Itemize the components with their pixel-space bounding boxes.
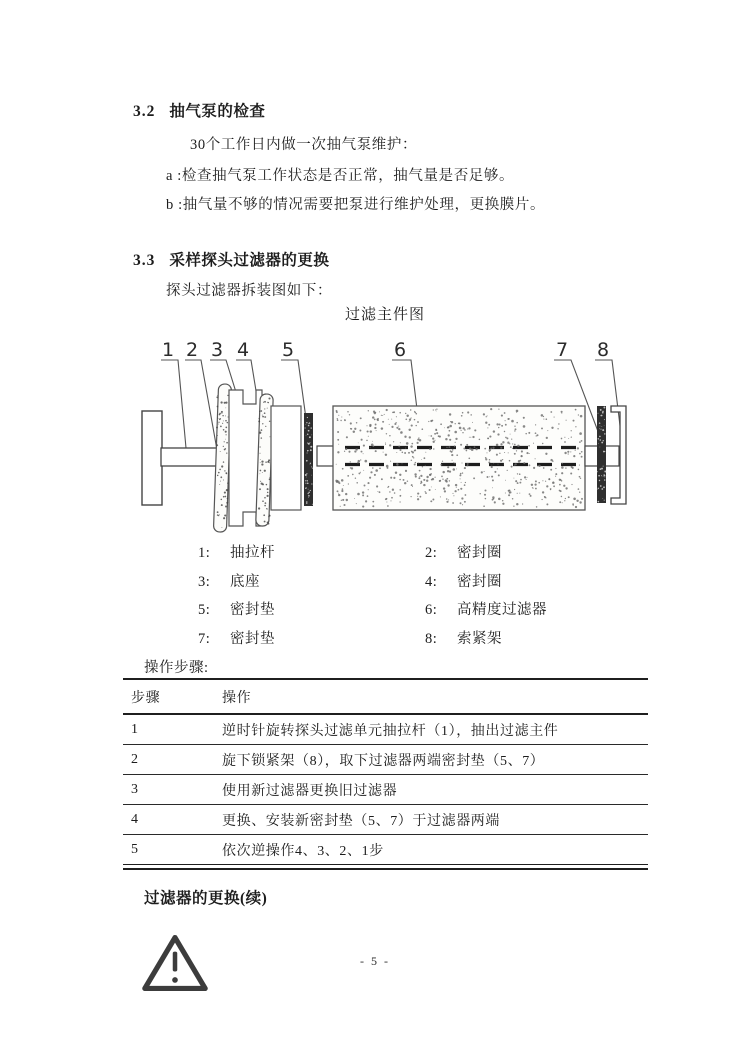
- part-no: 5:: [198, 602, 211, 618]
- section-3-3-heading: [133, 248, 329, 270]
- callout-2: 2: [185, 339, 199, 361]
- step-number: 1: [131, 721, 139, 737]
- pump-item-a: a :检查抽气泵工作状态是否正常，抽气量是否足够。: [166, 168, 515, 184]
- callout-6: 6: [393, 339, 407, 361]
- high-precision-filter-6: [333, 406, 585, 510]
- col-header-operation: 操作: [222, 690, 252, 706]
- step-operation: 旋下锁紧架（8），取下过滤器两端密封垫（5、7）: [222, 753, 545, 769]
- part-no: 6:: [425, 602, 438, 618]
- callout-8: 8: [596, 339, 610, 361]
- part-no: 2:: [425, 545, 438, 561]
- diagram-title-wrap: [130, 303, 640, 324]
- step-number: 3: [131, 781, 139, 797]
- table-row: [123, 804, 648, 834]
- pump-item-b: b :抽气量不够的情况需要把泵进行维护处理，更换膜片。: [166, 197, 546, 213]
- callout-5: 5: [281, 339, 295, 361]
- step-operation: 依次逆操作4、3、2、1步: [222, 843, 384, 859]
- part-no: 8:: [425, 630, 438, 647]
- base-cylinder: [271, 406, 301, 510]
- part-entry-6: [425, 598, 665, 627]
- step-operation: 更换、安装新密封垫（5、7）于过滤器两端: [222, 813, 500, 829]
- section-title: 采样探头过滤器的更换: [169, 252, 330, 269]
- part-name: 高精度过滤器: [457, 602, 547, 618]
- part-no: 4:: [425, 573, 438, 590]
- callout-numbers: [162, 339, 609, 361]
- part-entry-8: [425, 627, 665, 656]
- part-entry-2: [425, 541, 665, 570]
- col-header-step: 步骤: [131, 690, 161, 706]
- pump-intro: 30个工作日内做一次抽气泵维护：: [190, 137, 418, 153]
- part-name: 索紧架: [457, 630, 502, 647]
- callout-3: 3: [210, 339, 224, 361]
- part-name: 密封垫: [230, 602, 275, 618]
- table-row: [123, 715, 648, 744]
- part-no: 7:: [198, 630, 211, 647]
- part-entry-5: [198, 598, 425, 627]
- callout-1: 1: [161, 339, 175, 361]
- part-name: 密封圈: [457, 573, 502, 590]
- pull-rod-shaft: [161, 448, 218, 466]
- filter-diagram: [130, 330, 640, 540]
- step-number: 5: [131, 841, 139, 857]
- part-name: 密封圈: [457, 545, 502, 561]
- part-entry-3: [198, 570, 425, 599]
- table-row: [123, 834, 648, 864]
- page-number: - 5 -: [360, 954, 390, 968]
- section-3-2-heading: [133, 99, 265, 121]
- callout-4: 4: [236, 339, 250, 361]
- step-number: 2: [131, 751, 139, 767]
- steps-caption: 操作步骤:: [144, 660, 209, 676]
- part-entry-1: [198, 541, 425, 570]
- step-number: 4: [131, 811, 139, 827]
- table-row: [123, 744, 648, 774]
- callout-7: 7: [555, 339, 569, 361]
- parts-legend: [198, 541, 665, 655]
- pull-rod-handle-plate: [142, 411, 162, 505]
- section-number: 3.2: [133, 103, 156, 120]
- step-operation: 使用新过滤器更换旧过滤器: [222, 783, 398, 799]
- table-row: [123, 774, 648, 804]
- table-header-row: [123, 680, 648, 713]
- diagram-title: 过滤主件图: [344, 307, 425, 323]
- section-title: 抽气泵的检查: [169, 103, 266, 120]
- table-bottom-rule: [123, 864, 648, 870]
- filter-intro: 探头过滤器拆装图如下：: [166, 283, 333, 299]
- part-entry-4: [425, 570, 665, 599]
- step-operation: 逆时针旋转探头过滤单元抽拉杆（1），抽出过滤主件: [222, 723, 559, 739]
- part-name: 抽拉杆: [230, 545, 275, 561]
- section-number: 3.3: [133, 252, 156, 269]
- part-name: 密封垫: [230, 630, 275, 647]
- part-no: 1:: [198, 545, 211, 561]
- steps-table: [123, 678, 648, 870]
- part-no: 3:: [198, 573, 211, 590]
- continued-heading: 过滤器的更换(续): [144, 890, 268, 907]
- part-name: 底座: [230, 573, 260, 590]
- part-entry-7: [198, 627, 425, 656]
